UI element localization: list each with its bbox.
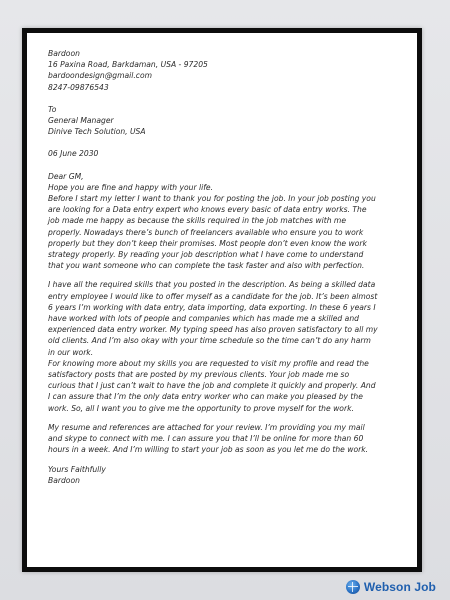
recipient-company: Dinive Tech Solution, USA	[48, 127, 146, 137]
closing: Yours Faithfully	[48, 464, 106, 474]
paragraph-line: properly but they don’t keep their promises. Most people don’t even know the work	[48, 238, 367, 248]
paragraph-line: curious that I just can’t wait to have the job and complete it quickly and properly. And	[48, 381, 376, 391]
paragraph-line: strategy properly. By reading your job description what I have come to understand	[48, 250, 364, 260]
sender-phone: 8247-09876543	[48, 82, 109, 92]
recipient-block	[48, 104, 399, 138]
paragraph-line: properly. Nowadays there’s bunch of freelancers available who ensure you to work	[48, 227, 364, 237]
paragraph-line: Before I start my letter I want to thank you for posting the job. In your job posting you	[48, 194, 376, 204]
logo-text: Webson Job	[363, 580, 436, 594]
paragraph-line: are looking for a Data entry expert who knows every basic of data entry works. The	[48, 205, 367, 215]
globe-icon	[346, 580, 360, 594]
sender-name: Bardoon	[48, 49, 80, 58]
signature-name: Bardoon	[48, 475, 80, 485]
paragraph-line: work. So, all I want you to give me the opportunity to prove myself for the work.	[48, 403, 354, 413]
paragraph-line: I have all the required skills that you posted in the description. As being a skilled data	[48, 280, 376, 290]
sender-block	[48, 48, 399, 93]
paragraph-line: entry employee I would like to offer myself as a candidate for the job. It’s been almost	[48, 291, 378, 301]
letter-page	[22, 28, 422, 572]
webson-job-logo	[346, 580, 436, 594]
paragraph-line: I can assure that I’m the only data entry worker who can make you pleased by the	[48, 392, 363, 402]
recipient-to: To	[48, 104, 57, 114]
paragraph-line: For knowing more about my skills you are requested to visit my profile and read the	[48, 358, 369, 368]
paragraph-line: job made me happy as because the skills required in the job matches with me	[48, 216, 346, 226]
paragraph-line: 6 years I’m working with data entry, data importing, data exporting. In these 6 years I	[48, 302, 376, 312]
paragraph-line: Hope you are fine and happy with your life.	[48, 182, 214, 192]
paragraph-line: and skype to connect with me. I can assure you that I’ll be online for more than 60	[48, 434, 364, 444]
paragraph-line: My resume and references are attached for your review. I’m providing you my mail	[48, 422, 365, 432]
paragraph-line: experienced data entry worker. My typing speed has also proven satisfactory to all my	[48, 325, 378, 335]
letter-content	[48, 48, 399, 486]
sender-email: bardoondesign@gmail.com	[48, 71, 153, 81]
paragraph-line: old clients. And I’m also okay with your time schedule so the time can’t do any harm	[48, 336, 371, 346]
paragraph-line: that you want someone who can complete the task faster and also with perfection.	[48, 261, 365, 271]
salutation: Dear GM,	[48, 171, 84, 181]
paragraph-2	[48, 279, 399, 357]
paragraph-line: hours in a week. And I’m willing to start your job as soon as you let me do the work.	[48, 445, 369, 455]
paragraph-line: satisfactory posts that are posted by my previous clients. Your job made me so	[48, 370, 350, 380]
paragraph-line: have worked with lots of people and companies which has made me a skilled and	[48, 314, 359, 324]
paragraph-line: in our work.	[48, 347, 94, 357]
paragraph-3	[48, 358, 399, 414]
paragraph-1	[48, 182, 399, 272]
sender-address: 16 Paxina Road, Barkdaman, USA - 97205	[48, 60, 208, 70]
recipient-title: General Manager	[48, 116, 114, 126]
letter-date: 06 June 2030	[48, 149, 99, 159]
paragraph-4	[48, 422, 399, 456]
